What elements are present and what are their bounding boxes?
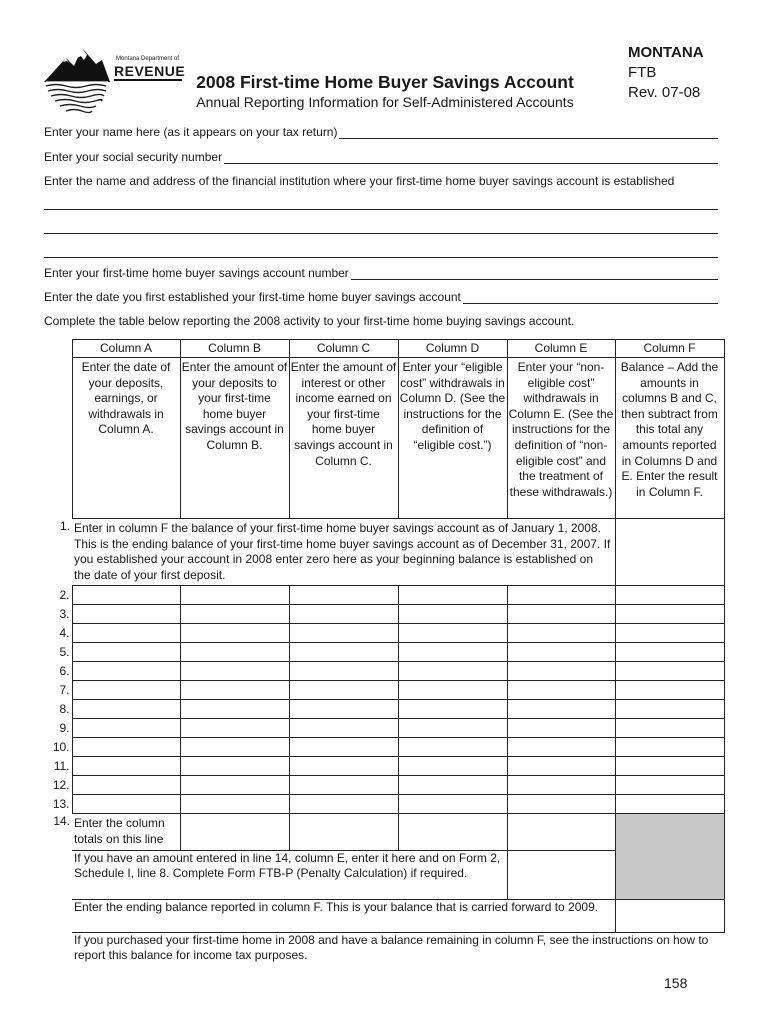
table-row — [44, 757, 724, 776]
table-row — [44, 681, 724, 700]
cell-e[interactable] — [507, 681, 615, 700]
col-b-description: Enter the amount of your deposits to your first-time home buyer savings account in Column B. — [180, 358, 289, 519]
cell-a[interactable] — [72, 605, 180, 624]
cell-b[interactable] — [180, 795, 289, 814]
line-1-row — [44, 519, 724, 586]
cell-b[interactable] — [180, 624, 289, 643]
table-row — [44, 738, 724, 757]
cell-d[interactable] — [398, 605, 507, 624]
cell-a[interactable] — [72, 681, 180, 700]
line-number: 6. — [44, 662, 72, 681]
line-number: 14. — [53, 813, 70, 828]
cell-b[interactable] — [180, 776, 289, 795]
cell-c[interactable] — [289, 776, 398, 795]
cell-d[interactable] — [398, 624, 507, 643]
cell-a[interactable] — [72, 795, 180, 814]
cell-c[interactable] — [289, 624, 398, 643]
table-description-row — [44, 358, 724, 519]
table-row — [44, 776, 724, 795]
institution-label: Enter the name and address of the financial institution where your first-time home buyer savings account is established — [44, 174, 675, 188]
cell-b[interactable] — [180, 662, 289, 681]
col-a-header: Column A — [72, 340, 180, 358]
cell-b[interactable] — [180, 757, 289, 776]
col-c-header: Column C — [289, 340, 398, 358]
name-field-row — [44, 125, 718, 139]
cell-d[interactable] — [398, 662, 507, 681]
institution-field-line-1[interactable] — [44, 209, 718, 210]
logo-agency-big: REVENUE — [114, 63, 186, 79]
ssn-field-row — [44, 150, 718, 164]
cell-d[interactable] — [398, 643, 507, 662]
ssn-label: Enter your social security number — [44, 150, 223, 164]
cell-d[interactable] — [398, 681, 507, 700]
institution-field-line-2[interactable] — [44, 233, 718, 234]
col-e-description: Enter your “non-eligible cost” withdrawals in Column E. (See the instructions for the definition of “non-eligible cost” and the treatment of these withdrawals.) — [507, 358, 615, 519]
cell-e[interactable] — [507, 719, 615, 738]
cell-e[interactable] — [507, 738, 615, 757]
institution-field-line-3[interactable] — [44, 257, 718, 258]
col-e-header: Column E — [507, 340, 615, 358]
cell-b[interactable] — [180, 700, 289, 719]
line-number: 10. — [44, 738, 72, 757]
activity-table — [44, 339, 725, 965]
cell-f[interactable] — [615, 605, 724, 624]
col-f-description: Balance – Add the amounts in columns B and C, then subtract from this total any amounts reported in Columns D and E. Enter the result in Column F. — [615, 358, 724, 519]
cell-f[interactable] — [615, 700, 724, 719]
cell-d[interactable] — [398, 738, 507, 757]
total-e[interactable] — [507, 814, 615, 850]
ssn-field[interactable] — [224, 152, 718, 164]
cell-e[interactable] — [507, 776, 615, 795]
table-row — [44, 605, 724, 624]
cell-c[interactable] — [289, 700, 398, 719]
col-a-description: Enter the date of your deposits, earnings, or withdrawals in Column A. — [72, 358, 180, 519]
cell-b[interactable] — [180, 681, 289, 700]
cell-a[interactable] — [72, 757, 180, 776]
table-row — [44, 700, 724, 719]
cell-d[interactable] — [398, 586, 507, 605]
column-e-carry-input[interactable] — [507, 850, 615, 899]
cell-e[interactable] — [507, 624, 615, 643]
cell-f[interactable] — [615, 643, 724, 662]
cell-b[interactable] — [180, 643, 289, 662]
logo-agency-small: Montana Department of — [116, 56, 180, 62]
note-column-e: If you have an amount entered in line 14, column E, enter it here and on Form 2, Schedule I, line 8. Complete Form FTB-P (Penalty Calculation) if required. — [72, 850, 507, 899]
line-number: 1. — [59, 518, 70, 533]
line-1-text: Enter in column F the balance of your first-time home buyer savings account as of January 1, 2008. This is the ending balance of your first-time home buyer savings account as of December 31, 2007. If you established your account in 2008 enter zero here as your beginning balance is established on the date of your first deposit. — [72, 519, 615, 586]
cell-f[interactable] — [615, 662, 724, 681]
total-f-shaded — [615, 814, 724, 899]
cell-c[interactable] — [289, 795, 398, 814]
cell-d[interactable] — [398, 757, 507, 776]
date-established-label: Enter the date you first established your first-time home buyer savings account — [44, 290, 461, 304]
cell-e[interactable] — [507, 795, 615, 814]
line-number: 9. — [44, 719, 72, 738]
cell-a[interactable] — [72, 776, 180, 795]
table-header-row — [44, 340, 724, 358]
col-d-description: Enter your “eligible cost” withdrawals in Column D. (See the instructions for the definition of “eligible cost.”) — [398, 358, 507, 519]
line-number: 12. — [44, 776, 72, 795]
line-14-row — [44, 814, 724, 850]
cell-b[interactable] — [180, 605, 289, 624]
line-14-text: Enter the column totals on this line — [72, 814, 180, 850]
cell-a[interactable] — [72, 662, 180, 681]
cell-b[interactable] — [180, 586, 289, 605]
table-row — [44, 719, 724, 738]
name-label: Enter your name here (as it appears on your tax return) — [44, 125, 338, 139]
table-row — [44, 662, 724, 681]
total-c[interactable] — [289, 814, 398, 850]
cell-e[interactable] — [507, 757, 615, 776]
account-number-row — [44, 266, 718, 280]
revision-label: Rev. 07-08 — [628, 84, 701, 101]
cell-d[interactable] — [398, 719, 507, 738]
table-row — [44, 586, 724, 605]
cell-c[interactable] — [289, 738, 398, 757]
cell-b[interactable] — [180, 719, 289, 738]
cell-c[interactable] — [289, 757, 398, 776]
state-label: MONTANA — [628, 44, 704, 61]
cell-a[interactable] — [72, 624, 180, 643]
cell-c[interactable] — [289, 586, 398, 605]
col-b-header: Column B — [180, 340, 289, 358]
cell-d[interactable] — [398, 700, 507, 719]
cell-a[interactable] — [72, 719, 180, 738]
page-number: 158 — [664, 975, 688, 991]
line-number: 7. — [44, 681, 72, 700]
col-f-header: Column F — [615, 340, 724, 358]
cell-a[interactable] — [72, 643, 180, 662]
total-d[interactable] — [398, 814, 507, 850]
note-final-row — [44, 932, 724, 965]
cell-e[interactable] — [507, 700, 615, 719]
line-number: 3. — [44, 605, 72, 624]
cell-f[interactable] — [615, 624, 724, 643]
cell-c[interactable] — [289, 643, 398, 662]
form-corner-info — [628, 43, 718, 103]
cell-f[interactable] — [615, 776, 724, 795]
line-number: 13. — [44, 795, 72, 814]
form-code: FTB — [628, 64, 657, 81]
cell-f[interactable] — [615, 681, 724, 700]
cell-c[interactable] — [289, 662, 398, 681]
cell-c[interactable] — [289, 719, 398, 738]
date-established-row — [44, 290, 718, 304]
line-1-col-f-input[interactable] — [615, 519, 724, 586]
cell-a[interactable] — [72, 586, 180, 605]
note-f-row — [44, 899, 724, 932]
name-field[interactable] — [339, 127, 718, 139]
cell-a[interactable] — [72, 700, 180, 719]
line-number: 8. — [44, 700, 72, 719]
cell-f[interactable] — [615, 586, 724, 605]
cell-d[interactable] — [398, 776, 507, 795]
col-d-header: Column D — [398, 340, 507, 358]
cell-c[interactable] — [289, 681, 398, 700]
table-row — [44, 643, 724, 662]
cell-b[interactable] — [180, 738, 289, 757]
table-row — [44, 795, 724, 814]
account-number-label: Enter your first-time home buyer savings account number — [44, 266, 349, 280]
cell-f[interactable] — [615, 719, 724, 738]
line-number: 4. — [44, 624, 72, 643]
cell-c[interactable] — [289, 605, 398, 624]
date-established-field[interactable] — [463, 292, 718, 304]
cell-d[interactable] — [398, 795, 507, 814]
cell-f[interactable] — [615, 795, 724, 814]
total-b[interactable] — [180, 814, 289, 850]
cell-e[interactable] — [507, 643, 615, 662]
form-title: 2008 First-time Home Buyer Savings Account — [196, 72, 574, 92]
montana-revenue-logo — [44, 44, 186, 124]
form-subtitle: Annual Reporting Information for Self-Administered Accounts — [196, 94, 574, 110]
table-row — [44, 624, 724, 643]
cell-f[interactable] — [615, 757, 724, 776]
cell-f[interactable] — [615, 738, 724, 757]
note-final: If you purchased your first-time home in 2008 and have a balance remaining in column F, see the instructions on how to report this balance for income tax purposes. — [72, 932, 724, 965]
line-number: 2. — [44, 586, 72, 605]
ending-balance-input[interactable] — [615, 899, 724, 932]
line-number: 11. — [44, 757, 72, 776]
col-c-description: Enter the amount of interest or other income earned on your first-time home buyer savings account in Column C. — [289, 358, 398, 519]
cell-e[interactable] — [507, 586, 615, 605]
cell-e[interactable] — [507, 605, 615, 624]
cell-a[interactable] — [72, 738, 180, 757]
line-number: 5. — [44, 643, 72, 662]
cell-e[interactable] — [507, 662, 615, 681]
table-instruction: Complete the table below reporting the 2008 activity to your first-time home buying savings account. — [44, 314, 575, 328]
account-number-field[interactable] — [351, 268, 718, 280]
note-column-f: Enter the ending balance reported in column F. This is your balance that is carried forward to 2009. — [72, 899, 615, 932]
